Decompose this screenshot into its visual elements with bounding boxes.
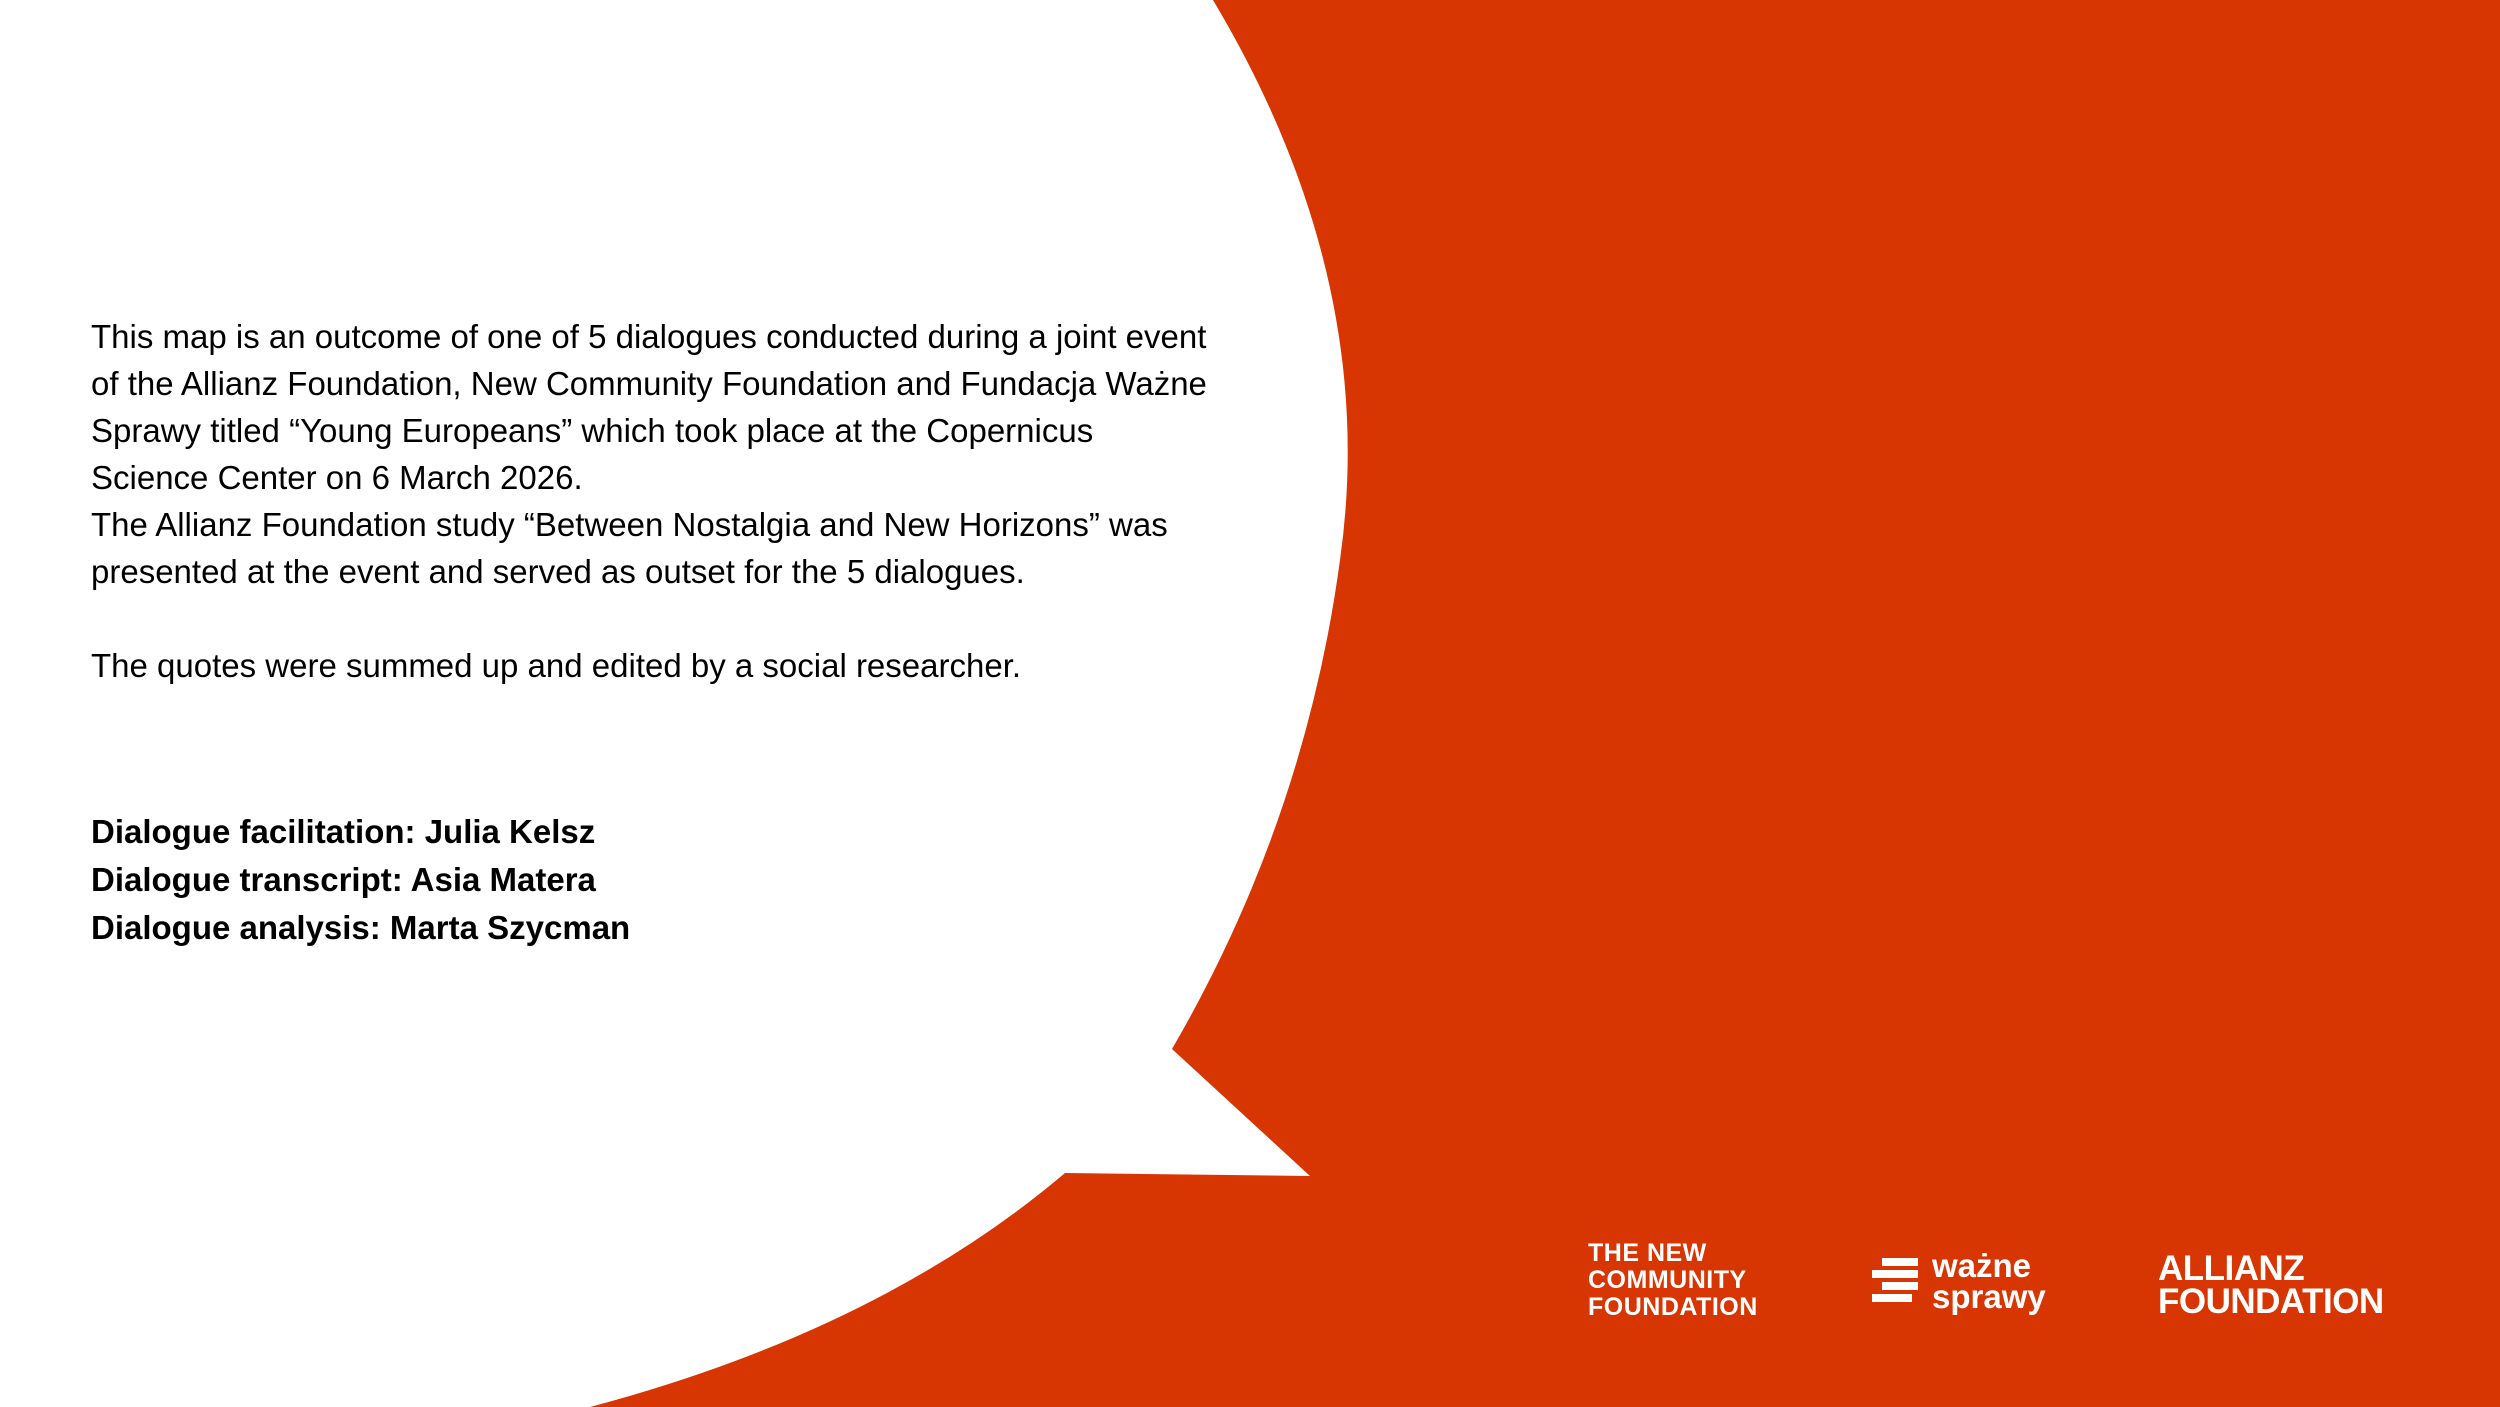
intro-text bbox=[91, 313, 1211, 689]
ws-logo-line-1: ważne bbox=[1932, 1247, 2032, 1284]
wazne-sprawy-mark-icon bbox=[1870, 1256, 1920, 1306]
af-logo-line-1: ALLIANZ bbox=[2158, 1249, 2305, 1288]
credit-transcript: Dialogue transcript: Asia Matera bbox=[91, 861, 596, 898]
ncf-logo-line-2: COMMUNITY bbox=[1588, 1266, 1747, 1294]
intro-paragraph-2: The quotes were summed up and edited by a social researcher. bbox=[91, 647, 1022, 684]
wazne-sprawy-logo bbox=[1870, 1247, 2046, 1315]
af-logo-line-2: FOUNDATION bbox=[2158, 1282, 2384, 1321]
credits bbox=[91, 808, 991, 952]
ws-logo-line-2: sprawy bbox=[1932, 1278, 2046, 1315]
wazne-sprawy-wordmark bbox=[1932, 1247, 2046, 1315]
ncf-logo-line-1: THE NEW bbox=[1588, 1239, 1707, 1267]
allianz-foundation-logo bbox=[2158, 1249, 2384, 1321]
new-community-foundation-logo bbox=[1588, 1240, 1758, 1321]
intro-paragraph-1b: The Allianz Foundation study “Between Nostalgia and New Horizons” was presented at the event and served as outset for the 5 dialogues. bbox=[91, 506, 1168, 590]
credit-facilitation: Dialogue facilitation: Julia Kelsz bbox=[91, 813, 596, 850]
intro-paragraph-1: This map is an outcome of one of 5 dialogues conducted during a joint event of the Allianz Foundation, New Community Foundation and Fundacja Ważne Sprawy titled “Young Europeans” which took place at the Copernicus Science Center on 6 March 2026. bbox=[91, 318, 1207, 496]
credit-analysis: Dialogue analysis: Marta Szycman bbox=[91, 909, 631, 946]
ncf-logo-line-3: FOUNDATION bbox=[1588, 1293, 1758, 1321]
